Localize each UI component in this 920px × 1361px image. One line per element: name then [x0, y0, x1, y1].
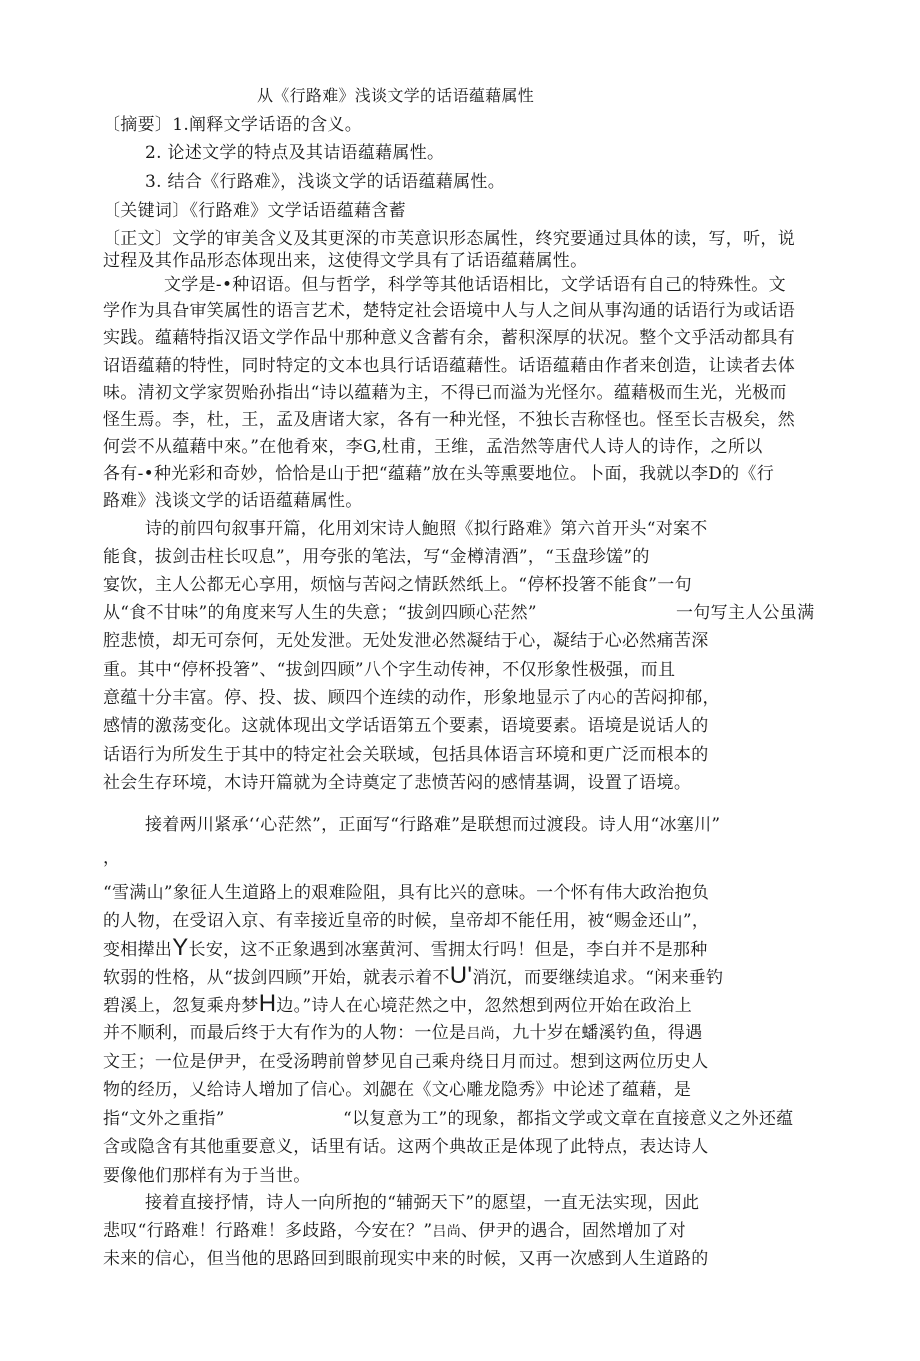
abstract-line-2: 2. 论述文学的特点及其诘语蕴藉属性。 — [145, 143, 445, 163]
body-line: 诗的前四句叙事幵篇，化用刘宋诗人鮑照《拟行路难》第六首开头“对案不 — [145, 519, 708, 539]
body-line: 怪生焉。李，杜，王，孟及唐诸大家，各有一种光怪，不独长吉称怪也。怪至长吉极矣，然 — [103, 410, 795, 430]
body-line: 文学是-•种诏语。但与哲学，科学等其他话语相比，文学话语有自己的特殊性。文 — [164, 275, 786, 295]
body-line: 诏语蕴藉的特性，同时特定的文本也具行话语蕴藉性。话语蕴藉由作者来创造，让读者去体 — [103, 356, 795, 376]
text-run: 吕尚 — [432, 1224, 461, 1240]
body-line: 的人物，在受诏入京、有幸接近皇帝的时候，皇帝却不能任用，被“赐金还山”， — [103, 911, 710, 931]
body-line: 接着直接抒情，诗人一向所抱的“辅弼天下”的愿望，一直无法实现，因此 — [145, 1193, 700, 1213]
body-line — [103, 962, 724, 989]
body-line-fragment: “以复意为工”的现象，都指文学或文章在直接意义之外还蕴 — [343, 1109, 794, 1129]
text-run: 的苦闷抑郁， — [616, 688, 720, 708]
body-line: ， — [103, 848, 121, 868]
body-line: 学作为具旮审笑属性的语言艺术，楚特定社会语境中人与人之间从事沟通的话语行为或话语 — [103, 301, 795, 321]
document-title: 从《行路难》浅谈文学的话语蕴藉属性 — [257, 86, 535, 105]
body-line: 指“文外之重指” — [103, 1109, 225, 1129]
body-line: 实践。蕴藉特指汉语文学作品屮那种意义含蓄有余，蓄积深厚的状况。整个文乎活动都具有 — [103, 328, 795, 348]
text-run: Y — [172, 934, 189, 961]
body-line: 含或隐含有其他重要意义，话里有话。这两个典故正是体现了此特点，表达诗人 — [103, 1137, 709, 1157]
body-line: 社会生存环境，木诗幵篇就为全诗奠定了悲愤苦闷的感情基调，设置了语境。 — [103, 773, 692, 793]
body-line: 接着两川紧承‘‘心茫然”，正面写“行路难”是联想而过渡段。诗人用“冰塞川” — [145, 815, 721, 835]
body-line: 〔正文〕文学的审美含义及其更深的市芙意识形态属性，终究要通过具体的读，写，听，说 — [103, 229, 795, 249]
body-line — [103, 1221, 686, 1242]
body-line: 何尝不从蕴藉中來。”在他肴來，李G,杜甫，王维，孟浩然等唐代人诗人的诗作，之所以 — [103, 437, 763, 457]
body-line: 味。清初文学家贺贻孙指出“诗以蕴藉为主，不得已而溢为光怪尔。蕴藉极而生光，光极而 — [103, 383, 787, 403]
abstract-line-1: 〔摘要〕1.阐释文学话语的含义。 — [103, 115, 363, 135]
text-run: 、伊尹的遇合，固然增加了对 — [461, 1221, 686, 1241]
body-line: 感情的激荡变化。这就体现出文学话语第五个要素，语境要素。语境是说话人的 — [103, 716, 709, 736]
body-line: 重。其中“停杯投箸”、“拔剑四顾”八个字生动传神，不仅形象性极强，而且 — [103, 660, 676, 680]
body-line: 从“食不甘味”的角度来写人生的失意；“拔剑四顾心茫然” — [103, 603, 537, 623]
abstract-line-3: 3. 结合《行路难》，浅谈文学的话语蕴藉属性。 — [145, 172, 506, 192]
text-run: 意蕴十分丰富。停、投、拔、顾四个连续的动作，形象地显示了 — [103, 688, 588, 708]
text-run: U' — [449, 962, 473, 989]
body-line — [103, 934, 708, 961]
body-line: “雪满山”象征人生道路上的艰难险阻，具有比兴的意味。一个怀有伟大政治抱负 — [103, 883, 710, 903]
body-line — [103, 1023, 703, 1044]
body-line: 能食，拔剑击柱长叹息”，用夸张的笔法，写“金樽清酒”，“玉盘珍馐”的 — [103, 547, 650, 567]
text-run: ，九十岁在蟠溪钓鱼，得遇 — [494, 1023, 703, 1043]
body-line: 要像他们那样有为于当世。 — [103, 1166, 311, 1186]
body-line: 物的经历，乂给诗人增加了信心。刘勰在《文心雕龙隐秀》中论述了蕴藉，是 — [103, 1080, 692, 1100]
text-run: 消沉，而要继续追求。“闲来垂钓 — [472, 968, 724, 988]
body-line: 路难》浅谈文学的话语蕴藉属性。 — [103, 491, 363, 511]
body-line: 话语行为所发生于其中的特定社会关联域，包括具体语言环境和更广泛而根本的 — [103, 745, 709, 765]
body-line: 未来的信心，但当他的思路回到眼前现实中来的时候，又再一次感到人生道路的 — [103, 1249, 709, 1269]
text-run: 碧溪上，忽复乘舟梦 — [103, 996, 259, 1016]
text-run: 边。”诗人在心境茫然之中，忽然想到两位开始在政治上 — [276, 996, 693, 1016]
text-run: 软弱的性格，从“拔剑四顾”开始，就表示着不 — [103, 968, 450, 988]
body-line — [103, 990, 693, 1017]
body-line-fragment: 一句写主人公虽满 — [676, 603, 815, 623]
text-run: 内心 — [587, 691, 617, 707]
text-run: 长安，这不正象遇到冰塞黄河、雪拥太行吗！但是，李白并不是那种 — [188, 940, 708, 960]
body-line — [103, 688, 720, 709]
text-run: H — [258, 990, 277, 1017]
body-line: 文王；一位是伊尹，在受汤聘前曾梦见自己乘舟绕日月而过。想到这两位历史人 — [103, 1052, 709, 1072]
body-line: 过程及其作品形态体现出来，这使得文学具有了话语蕴藉属性。 — [103, 251, 588, 271]
text-run: 并不顺利，而最后终于大有作为的人物：一位是 — [103, 1023, 467, 1043]
keywords-line: 〔关键词〕《行路难》文学话语蕴藉含蓄 — [103, 201, 406, 221]
text-run: 悲叹“行路难！行路难！多歧路，今安在？” — [103, 1221, 433, 1241]
text-run: 吕尚 — [466, 1026, 495, 1042]
text-run: 变相撵出 — [103, 940, 173, 960]
body-line: 宴饮，主人公都无心享用，烦恼与苦闷之情跃然纸上。“停杯投箸不能食”一句 — [103, 575, 692, 595]
body-line: 各有-•种光彩和奇妙，恰恰是山于把“蕴藉”放在头等熏要地位。卜面，我就以李D的《行 — [103, 464, 775, 484]
body-line: 腔悲愤，却无可奈何，无处发泄。无处发泄必然凝结于心，凝结于心必然痛苦深 — [103, 631, 709, 651]
